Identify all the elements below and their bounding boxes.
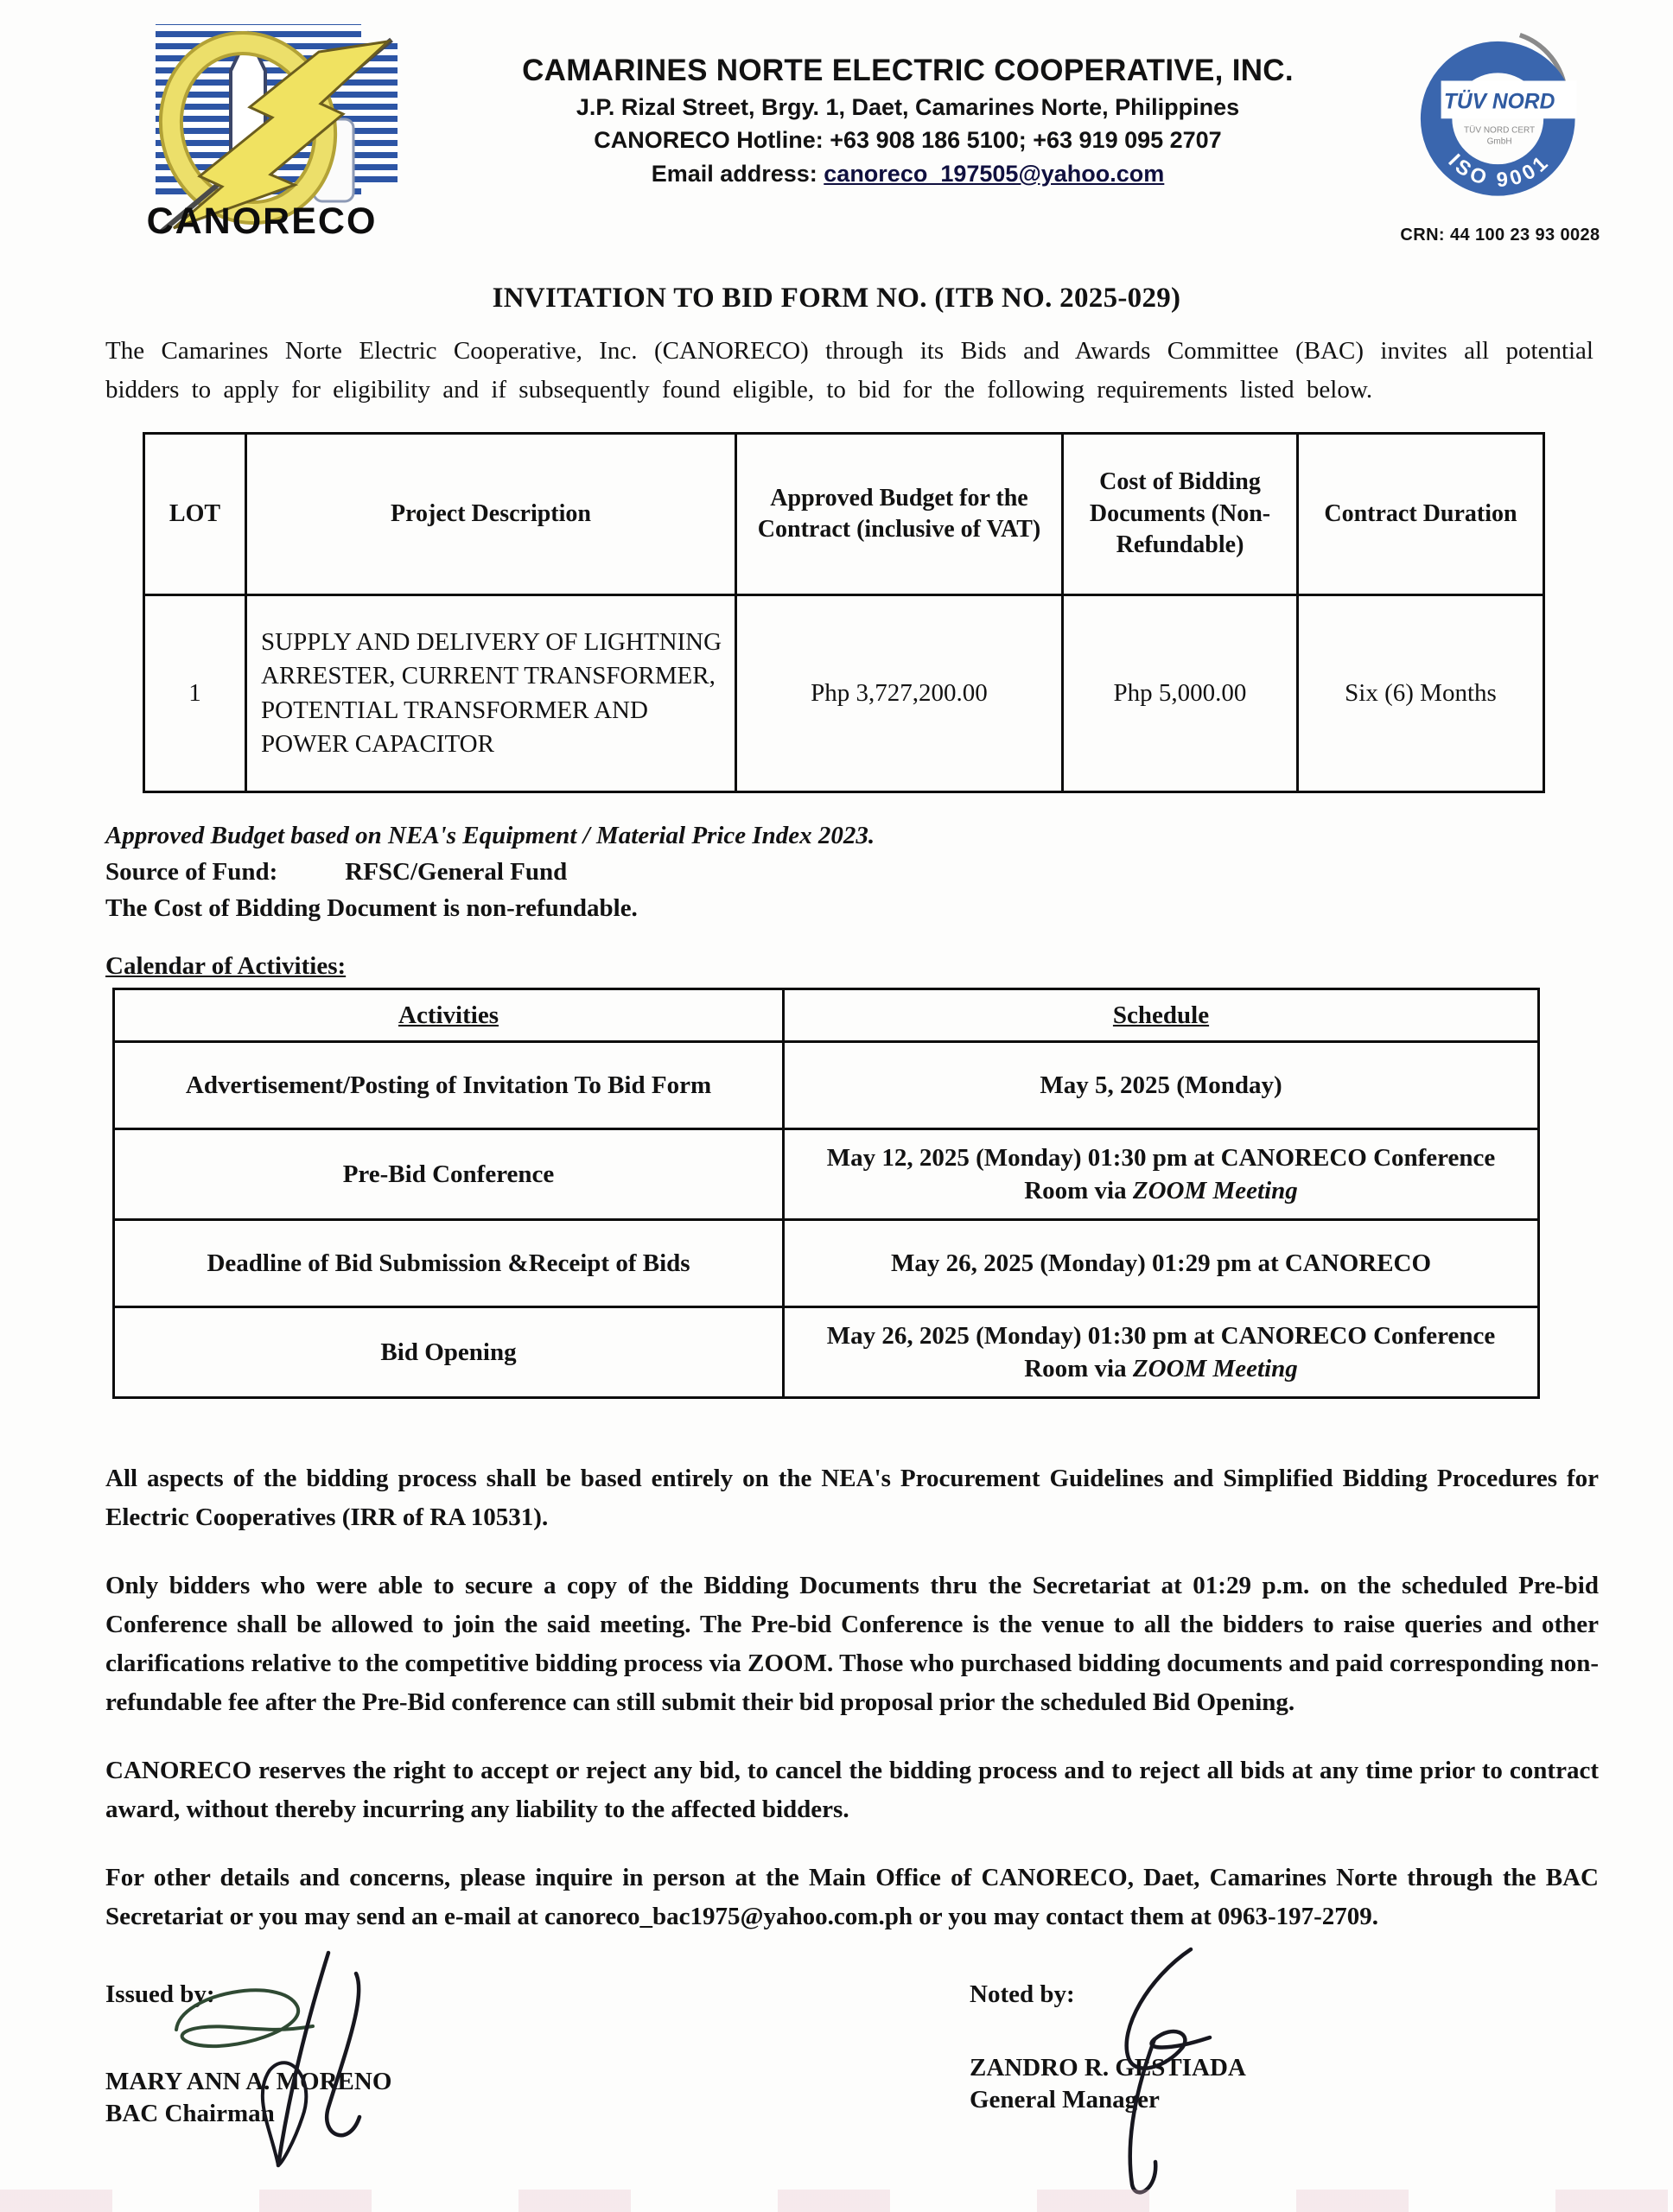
notes-block [105, 817, 1673, 926]
svg-text:ISO 9001: ISO 9001 [1443, 149, 1555, 193]
activity-advertisement: Advertisement/Posting of Invitation To Bid Form [114, 1042, 784, 1129]
tuv-nord-certification [1396, 17, 1604, 245]
source-of-fund-value: RFSC/General Fund [345, 858, 568, 886]
table-row [114, 1042, 1539, 1129]
cell-cost: Php 5,000.00 [1063, 595, 1298, 792]
table-row [144, 595, 1544, 792]
paragraph-contact-details: For other details and concerns, please inquire in person at the Main Office of CANORECO, Daet, Camarines Norte through the BAC Secretariat or you may send an e-mail at canoreco_bac1975@yahoo.com.ph or you may contact them at 0963-197-2709. [105, 1864, 1599, 1930]
svg-text:GmbH: GmbH [1486, 137, 1512, 147]
table-row [114, 1129, 1539, 1220]
intro-paragraph: The Camarines Norte Electric Cooperative, Inc. (CANORECO) through its Bids and Awards Committee (BAC) invites all potential bidders to apply for eligibility and if subsequently found eligible, to bid for the following requirements listed below. [105, 337, 1593, 404]
bid-lots-table [143, 432, 1545, 793]
calendar-heading: Calendar of Activities: [105, 952, 347, 980]
activity-deadline-submission: Deadline of Bid Submission &Receipt of Bids [114, 1220, 784, 1307]
paragraph-prebid-rules: Only bidders who were able to secure a copy of the Bidding Documents thru the Secretariat at 01:29 p.m. on the scheduled Pre-bid Conference shall be allowed to join the said meeting. The Pre-bid Conference is the venue to all the bidders to raise queries and other clarifications relative to the competitive bidding process via ZOOM. Those who purchased bidding documents and paid corresponding non-refundable fee after the Pre-Bid conference can still submit their bid proposal prior the scheduled Bid Opening. [105, 1572, 1599, 1716]
calendar-of-activities-table [112, 988, 1540, 1399]
noted-by-name: ZANDRO R. GESTIADA [970, 2054, 1246, 2082]
tuv-nord-iso9001-icon [1402, 22, 1599, 219]
company-address: J.P. Rizal Street, Brgy. 1, Daet, Camarines Norte, Philippines [576, 94, 1240, 120]
schedule-deadline-submission: May 26, 2025 (Monday) 01:29 pm at CANORECO [784, 1220, 1539, 1307]
source-of-fund-label: Source of Fund: [105, 858, 278, 886]
email-label: Email address: [651, 161, 824, 187]
schedule-prebid-conference: May 12, 2025 (Monday) 01:30 pm at CANORECO Conference Room via ZOOM Meeting [784, 1129, 1539, 1220]
cell-duration: Six (6) Months [1298, 595, 1544, 792]
cell-description: SUPPLY AND DELIVERY OF LIGHTNING ARRESTER, CURRENT TRANSFORMER, POTENTIAL TRANSFORMER AND POWER CAPACITOR [246, 595, 736, 792]
source-of-fund-line [105, 854, 1673, 890]
canoreco-logo-icon [117, 17, 419, 244]
cell-budget: Php 3,727,200.00 [736, 595, 1063, 792]
non-refundable-note: The Cost of Bidding Document is non-refundable. [105, 894, 638, 922]
table-row [114, 1220, 1539, 1307]
noted-by-title: General Manager [970, 2086, 1160, 2113]
budget-basis-note: Approved Budget based on NEA's Equipment / Material Price Index 2023. [105, 822, 875, 849]
svg-text:TÜV NORD: TÜV NORD [1443, 90, 1555, 114]
noted-by-label: Noted by: [970, 1980, 1075, 2008]
col-header-lot: LOT [144, 434, 246, 595]
issued-by-title: BAC Chairman [105, 2100, 275, 2127]
col-header-description: Project Description [246, 434, 736, 595]
activity-prebid-conference: Pre-Bid Conference [114, 1129, 784, 1220]
company-block [419, 17, 1396, 188]
scanner-artifact-strip [0, 2190, 1673, 2212]
cert-crn-number: CRN: 44 100 23 93 0028 [1400, 226, 1600, 245]
issued-by-name: MARY ANN A. MORENO [105, 2068, 392, 2095]
activity-bid-opening: Bid Opening [114, 1307, 784, 1398]
paragraph-reservation-clause: CANORECO reserves the right to accept or reject any bid, to cancel the bidding process and to reject all bids at any time prior to contract award, without thereby incurring any liability to the affected bidders. [105, 1757, 1599, 1823]
svg-text:TÜV NORD CERT: TÜV NORD CERT [1464, 125, 1536, 136]
company-hotline: CANORECO Hotline: +63 908 186 5100; +63 919 095 2707 [594, 127, 1222, 153]
bid-table-header-row [144, 434, 1544, 595]
document-header [0, 0, 1673, 248]
logo-caption-text: CANORECO [146, 200, 378, 242]
schedule-advertisement: May 5, 2025 (Monday) [784, 1042, 1539, 1129]
col-header-schedule: Schedule [784, 989, 1539, 1042]
company-email-line [419, 161, 1396, 188]
calendar-header-row [114, 989, 1539, 1042]
col-header-duration: Contract Duration [1298, 434, 1544, 595]
document-title: INVITATION TO BID FORM NO. (ITB NO. 2025-029) [492, 283, 1181, 314]
signature-section [105, 1980, 1505, 2128]
col-header-cost: Cost of Bidding Documents (Non-Refundable) [1063, 434, 1298, 595]
paragraph-nea-guidelines: All aspects of the bidding process shall be based entirely on the NEA's Procurement Guidelines and Simplified Bidding Procedures for Electric Cooperatives (IRR of RA 10531). [105, 1465, 1599, 1531]
table-row [114, 1307, 1539, 1398]
issued-by-label: Issued by: [105, 1980, 215, 2008]
col-header-budget: Approved Budget for the Contract (inclusive of VAT) [736, 434, 1063, 595]
canoreco-logo [117, 17, 419, 248]
cell-lot: 1 [144, 595, 246, 792]
noted-by-block [970, 1980, 1505, 2128]
schedule-bid-opening: May 26, 2025 (Monday) 01:30 pm at CANORECO Conference Room via ZOOM Meeting [784, 1307, 1539, 1398]
col-header-activities: Activities [114, 989, 784, 1042]
email-link[interactable]: canoreco_197505@yahoo.com [824, 161, 1165, 187]
company-name: CAMARINES NORTE ELECTRIC COOPERATIVE, INC. [522, 54, 1294, 87]
issued-by-block [105, 1980, 624, 2128]
